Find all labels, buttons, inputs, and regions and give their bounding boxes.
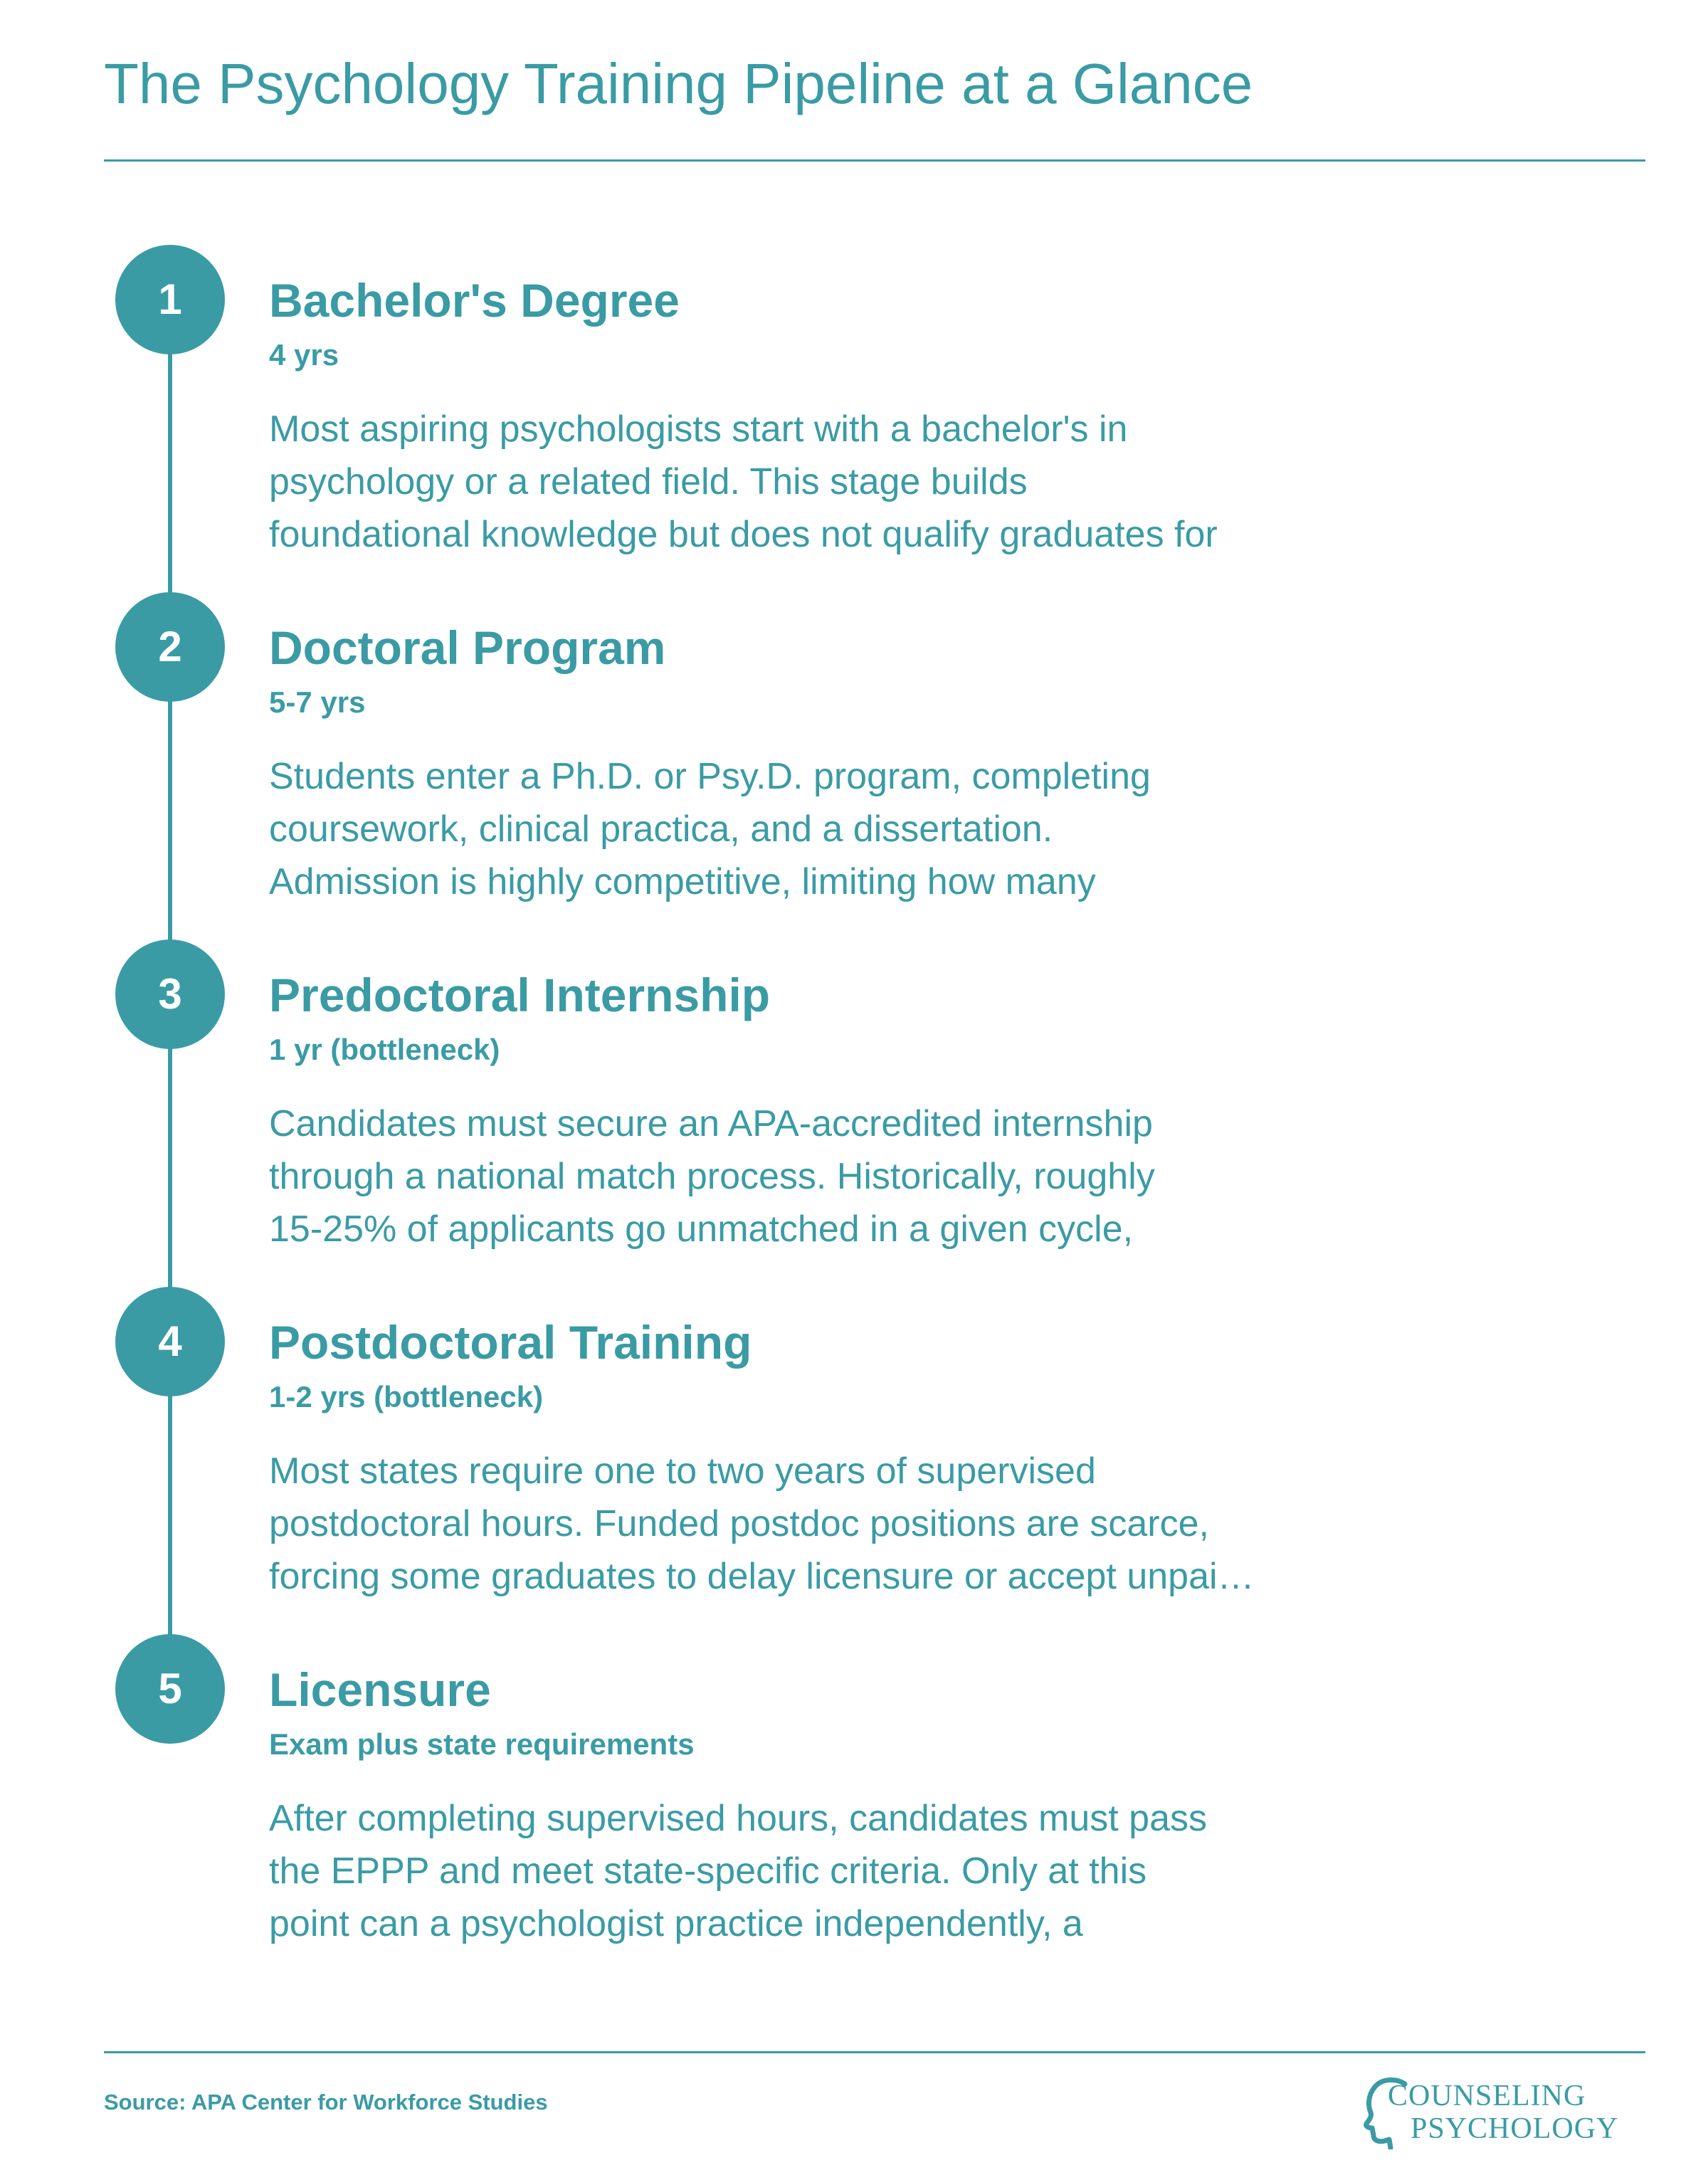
source-note: Source: APA Center for Workforce Studies [104, 2090, 548, 2115]
step-description [269, 1792, 1379, 1950]
step-number-badge: 5 [115, 1634, 225, 1744]
description-line: Students enter a Ph.D. or Psy.D. program, completing [269, 756, 1151, 797]
step-duration: Exam plus state requirements [269, 1727, 695, 1761]
step-description [269, 403, 1379, 561]
step-duration: 1 yr (bottleneck) [269, 1033, 500, 1066]
step-title: Predoctoral Internship [269, 969, 771, 1021]
step-duration: 4 yrs [269, 338, 339, 372]
footer-divider [104, 2051, 1645, 2053]
counseling-psychology-logo [1361, 2073, 1645, 2151]
description-line: point can a psychologist practice independently, a [269, 1903, 1083, 1944]
description-line: through a national match process. Historically, roughly [269, 1156, 1155, 1197]
description-line: 15-25% of applicants go unmatched in a given cycle, [269, 1209, 1134, 1250]
step-title: Postdoctoral Training [269, 1316, 752, 1369]
step-number-badge: 1 [115, 245, 225, 354]
step-description [269, 1445, 1379, 1603]
step-number-badge: 4 [115, 1287, 225, 1396]
description-line: psychology or a related field. This stage builds [269, 461, 1028, 502]
page-title: The Psychology Training Pipeline at a Glance [104, 52, 1253, 115]
description-line: the EPPP and meet state-specific criteria. Only at this [269, 1850, 1147, 1892]
title-divider [104, 159, 1645, 162]
step-description [269, 1097, 1379, 1255]
description-line: forcing some graduates to delay licensure or accept unpai… [269, 1556, 1255, 1597]
step-title: Licensure [269, 1663, 491, 1716]
logo-text-line1: COUNSELING [1388, 2080, 1586, 2112]
step-description [269, 750, 1379, 908]
step-number-badge: 3 [115, 939, 225, 1049]
step-duration: 5-7 yrs [269, 685, 366, 719]
description-line: Candidates must secure an APA-accredited internship [269, 1103, 1153, 1144]
description-line: foundational knowledge but does not qualify graduates for [269, 514, 1218, 555]
step-title: Bachelor's Degree [269, 274, 680, 327]
logo-text-line2: PSYCHOLOGY [1411, 2112, 1619, 2145]
description-line: Most aspiring psychologists start with a bachelor's in [269, 409, 1128, 450]
description-line: coursework, clinical practica, and a dissertation. [269, 809, 1053, 850]
step-number-badge: 2 [115, 592, 225, 702]
description-line: postdoctoral hours. Funded postdoc positions are scarce, [269, 1503, 1209, 1544]
step-title: Doctoral Program [269, 621, 666, 674]
description-line: Most states require one to two years of supervised [269, 1450, 1096, 1492]
description-line: After completing supervised hours, candidates must pass [269, 1798, 1208, 1839]
step-duration: 1-2 yrs (bottleneck) [269, 1380, 544, 1413]
description-line: Admission is highly competitive, limiting how many [269, 861, 1096, 902]
